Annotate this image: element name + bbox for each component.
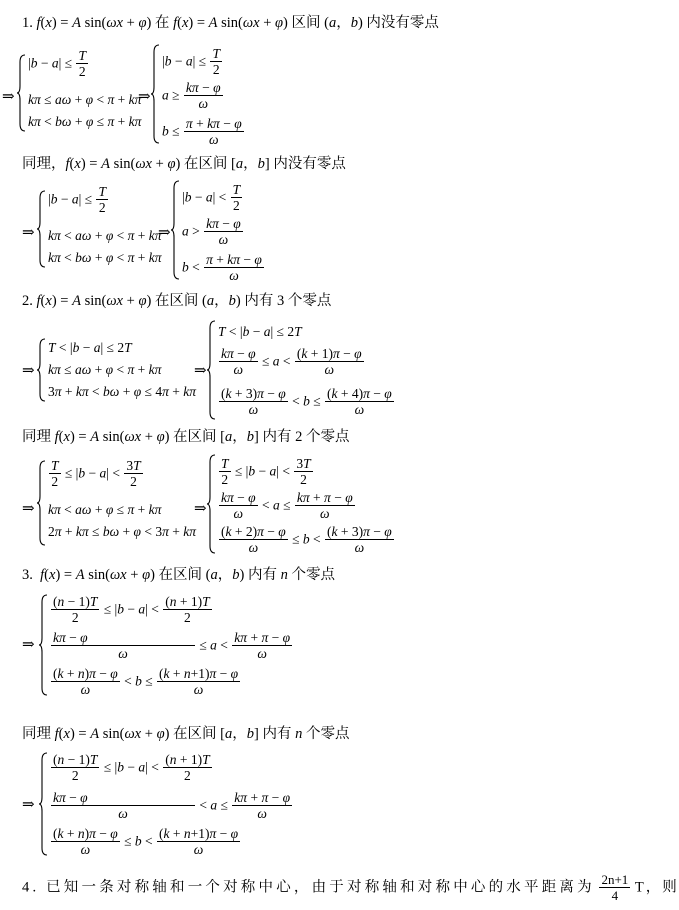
result-row: T < |b − a| ≤ 2T <box>218 324 302 339</box>
result-row: $\frac{(k + 2)\pi - \varphi}{\omega}$ ≤ b < $\frac{(k + 3)\pi - \varphi}{\omega}$ <box>221 524 392 555</box>
result-row: b ≤ $\frac{\pi + k\pi - \varphi}{\omega}$ <box>162 116 242 147</box>
section-2b-heading: 同理 f(x) = A sin(ωx + φ) 在区间 [a，b] 内有 2 个零点 <box>22 429 350 445</box>
section-2b-system <box>0 454 640 564</box>
condition-row: $\frac{(n - 1)T}{2}$ ≤ |b − a| < $\frac{(n + 1)T}{2}$ <box>53 752 210 783</box>
section-3-system <box>0 592 640 702</box>
result-row: |b − a| ≤ $\frac{T}{2}$ <box>162 46 220 77</box>
section-4-text-after: T，则 <box>634 879 679 896</box>
result-row: $\frac{k\pi - \varphi}{\omega}$ ≤ a < $\frac{(k + 1)\pi - \varphi}{\omega}$ <box>221 346 362 377</box>
condition-row: $\frac{T}{2}$ ≤ |b − a| < $\frac{3T}{2}$ <box>51 458 141 489</box>
right-brace <box>150 44 160 144</box>
section-1-heading: 1. f(x) = A sin(ωx + φ) 在 f(x) = A sin(ωx + φ) 区间 (a，b) 内没有零点 <box>22 15 439 31</box>
condition-row: kπ < bω + φ < π + kπ <box>48 250 162 265</box>
section-4-text <box>22 872 679 903</box>
right-brace <box>170 180 180 280</box>
section-3b-heading: 同理 f(x) = A sin(ωx + φ) 在区间 [a，b] 内有 n 个零点 <box>22 726 350 742</box>
implies-symbol: ⇒ <box>22 637 35 653</box>
implies-symbol: ⇒ <box>194 363 207 379</box>
implies-symbol: ⇒ <box>138 89 151 105</box>
condition-row: kπ < aω + φ ≤ π + kπ <box>48 502 162 517</box>
condition-row: $\frac{k\pi - \varphi}{\omega}$ ≤ a < $\frac{k\pi + \pi - \varphi}{\omega}$ <box>53 630 291 661</box>
right-brace <box>206 320 216 420</box>
section-2-heading: 2. f(x) = A sin(ωx + φ) 在区间 (a，b) 内有 3 个零点 <box>22 293 332 309</box>
result-row: |b − a| < $\frac{T}{2}$ <box>182 182 241 213</box>
result-row: $\frac{(k + 3)\pi - \varphi}{\omega}$ < b ≤ $\frac{(k + 4)\pi - \varphi}{\omega}$ <box>221 386 392 417</box>
implies-symbol: ⇒ <box>22 501 35 517</box>
result-row: $\frac{k\pi - \varphi}{\omega}$ < a ≤ $\frac{k\pi + \pi - \varphi}{\omega}$ <box>221 490 353 521</box>
implies-symbol: ⇒ <box>158 225 171 241</box>
condition-row: $\frac{(k + n)\pi - \varphi}{\omega}$ ≤ b < $\frac{(k + n+1)\pi - \varphi}{\omega}$ <box>53 826 239 857</box>
section-2-system <box>0 318 640 428</box>
fraction-numerator: 2n+1 <box>601 872 629 887</box>
section-1-system <box>0 40 640 150</box>
condition-row: |b − a| ≤ $\frac{T}{2}$ <box>48 184 106 215</box>
right-brace <box>206 454 216 554</box>
left-brace <box>38 752 48 856</box>
condition-row: kπ ≤ aω + φ < π + kπ <box>48 362 162 377</box>
section-3-heading: 3. f(x) = A sin(ωx + φ) 在区间 (a，b) 内有 n 个零点 <box>22 567 335 583</box>
left-brace <box>36 338 46 402</box>
left-brace <box>36 190 46 268</box>
left-brace <box>36 460 46 546</box>
section-1b-heading: 同理，f(x) = A sin(ωx + φ) 在区间 [a，b] 内没有零点 <box>22 156 346 172</box>
implies-symbol: ⇒ <box>22 363 35 379</box>
distance-fraction <box>599 872 630 903</box>
implies-symbol: ⇒ <box>2 89 15 105</box>
result-row: $\frac{T}{2}$ ≤ |b − a| < $\frac{3T}{2}$ <box>221 456 311 487</box>
condition-row: kπ ≤ aω + φ < π + kπ <box>28 92 142 107</box>
result-row: a ≥ $\frac{k\pi - \varphi}{\omega}$ <box>162 80 221 111</box>
condition-row: kπ < bω + φ ≤ π + kπ <box>28 114 142 129</box>
condition-row: $\frac{(k + n)\pi - \varphi}{\omega}$ < b ≤ $\frac{(k + n+1)\pi - \varphi}{\omega}$ <box>53 666 239 697</box>
section-1b-system <box>0 178 640 288</box>
left-brace <box>16 54 26 132</box>
implies-symbol: ⇒ <box>22 797 35 813</box>
result-row: a > $\frac{k\pi - \varphi}{\omega}$ <box>182 216 241 247</box>
condition-row: 2π + kπ ≤ bω + φ < 3π + kπ <box>48 524 196 539</box>
result-row: b < $\frac{\pi + k\pi - \varphi}{\omega}$ <box>182 252 262 283</box>
condition-row: $\frac{k\pi - \varphi}{\omega}$ < a ≤ $\frac{k\pi + \pi - \varphi}{\omega}$ <box>53 790 291 821</box>
fraction-denominator: 4 <box>599 887 630 903</box>
condition-row: T < |b − a| ≤ 2T <box>48 340 132 355</box>
condition-row: kπ < aω + φ < π + kπ <box>48 228 162 243</box>
condition-row: |b − a| ≤ $\frac{T}{2}$ <box>28 48 86 79</box>
implies-symbol: ⇒ <box>22 225 35 241</box>
implies-symbol: ⇒ <box>194 501 207 517</box>
left-brace <box>38 594 48 696</box>
condition-row: $\frac{(n - 1)T}{2}$ ≤ |b − a| < $\frac{(n + 1)T}{2}$ <box>53 594 210 625</box>
condition-row: 3π + kπ < bω + φ ≤ 4π + kπ <box>48 384 196 399</box>
section-4-text-before: 4. 已知一条对称轴和一个对称中心，由于对称轴和对称中心的水平距离为 <box>22 879 595 896</box>
section-3b-system <box>0 750 640 862</box>
